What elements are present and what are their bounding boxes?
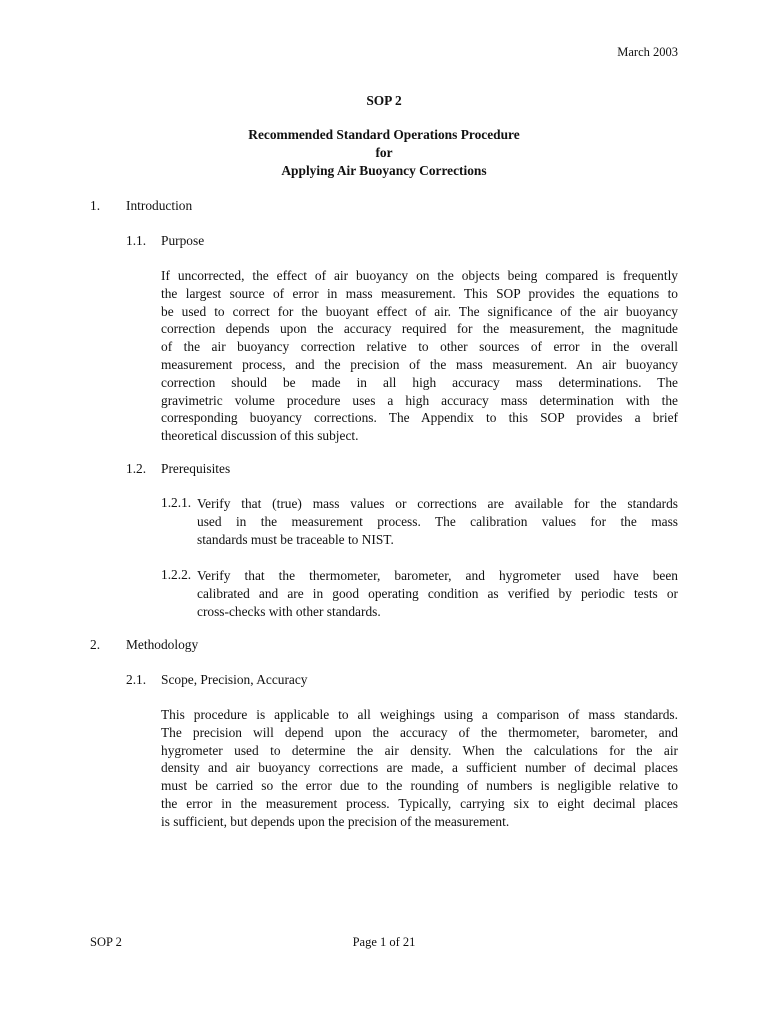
paragraph-line: density and air buoyancy corrections are made, a sufficient number of decimal places xyxy=(161,760,678,776)
item-line: calibrated and are in good operating condition as verified by periodic tests or xyxy=(197,585,678,601)
subsection-1-1-number: 1.1. xyxy=(126,233,147,248)
footer-sop-label: SOP 2 xyxy=(90,935,122,949)
item-line: cross-checks with other standards. xyxy=(197,603,381,619)
item-line: standards must be traceable to NIST. xyxy=(197,531,394,547)
paragraph-line: must be carried so the error due to the rounding of numbers is negligible relative to xyxy=(161,778,678,794)
paragraph-line: correction should be made in all high accuracy mass determinations. The xyxy=(161,374,678,390)
paragraph-line: be used to correct for the buoyant effect of air. The significance of the air buoyancy xyxy=(161,303,678,319)
page-number: Page 1 of 21 xyxy=(352,935,416,949)
item-1-2-2-text xyxy=(197,567,678,620)
paragraph-line: the largest source of error in mass measurement. This SOP provides the equations to xyxy=(161,285,678,301)
purpose-paragraph xyxy=(161,267,678,445)
sop-number-title: SOP 2 xyxy=(366,93,402,108)
item-1-2-1-text xyxy=(197,495,678,548)
item-1-2-1-number: 1.2.1. xyxy=(161,495,192,510)
subsection-2-1-number: 2.1. xyxy=(126,672,147,687)
item-line: Verify that (true) mass values or corrections are available for the standards xyxy=(197,496,678,511)
item-line: Verify that the thermometer, barometer, and hygrometer used have been xyxy=(197,568,678,583)
paragraph-line: is sufficient, but depends upon the precision of the measurement. xyxy=(161,813,510,829)
subsection-2-1-title: Scope, Precision, Accuracy xyxy=(161,672,308,687)
paragraph-line: If uncorrected, the effect of air buoyancy on the objects being compared is frequently xyxy=(161,268,678,283)
paragraph-line: correction depends upon the accuracy required for the measurement, the magnitude xyxy=(161,321,678,337)
subsection-1-1-title: Purpose xyxy=(161,233,205,248)
paragraph-line: measurement process, and the precision of the mass measurement. An air buoyancy xyxy=(161,356,678,372)
paragraph-line: gravimetric volume procedure uses a high accuracy mass determination with the xyxy=(161,392,678,408)
document-title-line-3: Applying Air Buoyancy Corrections xyxy=(281,163,487,178)
paragraph-line: corresponding buoyancy corrections. The Appendix to this SOP provides a brief xyxy=(161,410,678,426)
item-1-2-2-number: 1.2.2. xyxy=(161,567,192,582)
paragraph-line: hygrometer used to determine the air density. When the calculations for the air xyxy=(161,742,678,758)
subsection-1-2-number: 1.2. xyxy=(126,461,147,476)
section-1-number: 1. xyxy=(90,198,101,213)
item-line: used in the measurement process. The calibration values for the mass xyxy=(197,513,678,529)
subsection-1-2-title: Prerequisites xyxy=(161,461,231,476)
scope-paragraph xyxy=(161,706,678,831)
paragraph-line: of the air buoyancy correction relative to other sources of error in the overall xyxy=(161,339,678,355)
paragraph-line: theoretical discussion of this subject. xyxy=(161,428,359,444)
document-title-line-2: for xyxy=(375,145,393,160)
paragraph-line: The precision will depend upon the accuracy of the thermometer, barometer, and xyxy=(161,724,678,740)
section-2-title: Methodology xyxy=(126,637,199,652)
document-title-line-1: Recommended Standard Operations Procedure xyxy=(248,127,520,142)
paragraph-line: This procedure is applicable to all weighings using a comparison of mass standards. xyxy=(161,707,678,722)
document-date: March 2003 xyxy=(617,45,678,59)
section-1-title: Introduction xyxy=(126,198,193,213)
section-2-number: 2. xyxy=(90,637,101,652)
paragraph-line: the error in the measurement process. Typically, carrying six to eight decimal places xyxy=(161,795,678,811)
